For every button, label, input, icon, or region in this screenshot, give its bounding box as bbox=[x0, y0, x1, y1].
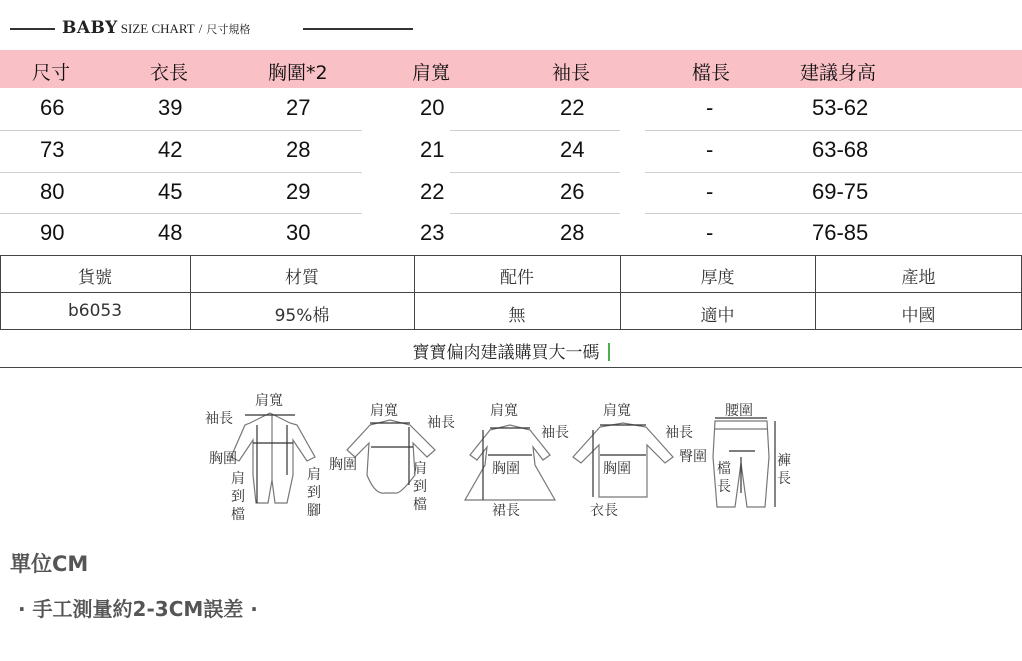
info-value-accessory: 無 bbox=[508, 306, 526, 326]
chart-header bbox=[0, 18, 420, 40]
info-value-origin: 中國 bbox=[901, 306, 936, 326]
size-cell-size: 73 bbox=[40, 137, 65, 162]
romper-shoulder-label: 肩寬 bbox=[255, 393, 283, 409]
info-header-sku: 貨號 bbox=[78, 268, 112, 288]
romper-chest-label: 胸圍 bbox=[209, 451, 237, 467]
size-cell-size: 90 bbox=[40, 220, 65, 245]
size-cell-height: 53-62 bbox=[812, 95, 869, 120]
size-advice-text: 寶寶偏肉建議購買大一碼 bbox=[412, 343, 600, 363]
col-header-shoulder: 肩寬 bbox=[412, 62, 451, 84]
top-sleeve-label: 袖長 bbox=[665, 425, 693, 441]
table-row-divider bbox=[645, 172, 1022, 173]
romper-label: 到 bbox=[307, 485, 321, 501]
size-cell-crotch: - bbox=[706, 95, 714, 120]
col-header-length: 衣長 bbox=[150, 62, 189, 84]
pants-label: 長 bbox=[717, 479, 731, 495]
size-cell-sleeve: 22 bbox=[560, 95, 585, 120]
size-cell-chest: 29 bbox=[286, 179, 311, 204]
top-illustration bbox=[573, 423, 673, 497]
title-separator: / bbox=[198, 21, 203, 36]
top-shoulder-label: 肩寬 bbox=[603, 403, 631, 419]
garment-illustrations bbox=[195, 385, 805, 530]
size-cell-shoulder: 20 bbox=[420, 95, 445, 120]
romper-label: 肩 bbox=[231, 471, 245, 487]
size-advice-row bbox=[0, 330, 1022, 368]
size-cell-sleeve: 28 bbox=[560, 220, 585, 245]
text-cursor bbox=[608, 343, 610, 361]
info-header-origin: 產地 bbox=[901, 268, 936, 288]
bodysuit-label: 檔 bbox=[413, 497, 427, 513]
romper-label: 肩 bbox=[307, 467, 321, 483]
top-length-label: 衣長 bbox=[590, 503, 618, 519]
info-value-material: 95%棉 bbox=[274, 306, 330, 326]
size-cell-size: 80 bbox=[40, 179, 65, 204]
info-value-sku: b6053 bbox=[67, 301, 123, 321]
size-cell-sleeve: 24 bbox=[560, 137, 585, 162]
col-header-height: 建議身高 bbox=[800, 62, 877, 84]
bodysuit-chest-label: 胸圍 bbox=[329, 457, 357, 473]
table-row-divider bbox=[450, 130, 620, 131]
bodysuit-label: 到 bbox=[413, 479, 427, 495]
table-row-divider bbox=[645, 213, 1022, 214]
size-cell-height: 69-75 bbox=[812, 179, 869, 204]
header-rule-left bbox=[10, 28, 55, 30]
size-cell-chest: 28 bbox=[286, 137, 311, 162]
size-cell-shoulder: 23 bbox=[420, 220, 445, 245]
header-rule-right bbox=[303, 28, 413, 30]
dress-length-label: 裙長 bbox=[492, 503, 520, 519]
size-cell-length: 42 bbox=[158, 137, 183, 162]
size-cell-crotch: - bbox=[706, 220, 714, 245]
measurement-diagrams bbox=[195, 385, 805, 530]
bodysuit-shoulder-label: 肩寬 bbox=[370, 403, 398, 419]
pants-waist-label: 腰圍 bbox=[725, 403, 753, 419]
size-cell-shoulder: 22 bbox=[420, 179, 445, 204]
unit-label: 單位CM bbox=[10, 552, 89, 576]
col-header-size: 尺寸 bbox=[32, 62, 71, 84]
romper-label: 到 bbox=[231, 489, 245, 505]
size-cell-sleeve: 26 bbox=[560, 179, 585, 204]
subtitle-label: SIZE CHART bbox=[120, 21, 195, 36]
info-header-material: 材質 bbox=[285, 268, 319, 288]
size-cell-chest: 30 bbox=[286, 220, 311, 245]
size-cell-length: 45 bbox=[158, 179, 183, 204]
pants-label: 褲 bbox=[777, 453, 791, 469]
chart-title bbox=[62, 18, 250, 38]
dress-shoulder-label: 肩寬 bbox=[490, 403, 518, 419]
subtitle-zh-label: 尺寸規格 bbox=[206, 23, 251, 36]
size-cell-shoulder: 21 bbox=[420, 137, 445, 162]
table-row-divider bbox=[450, 172, 620, 173]
table-row-divider bbox=[0, 172, 362, 173]
table-row-divider bbox=[0, 130, 362, 131]
pants-hip-label: 臀圍 bbox=[679, 449, 707, 465]
col-header-crotch: 檔長 bbox=[692, 62, 731, 84]
table-row-divider bbox=[0, 213, 362, 214]
info-header-thickness: 厚度 bbox=[700, 268, 735, 288]
size-cell-size: 66 bbox=[40, 95, 65, 120]
brand-label: BABY bbox=[62, 18, 118, 38]
romper-label: 檔 bbox=[231, 507, 245, 523]
bodysuit-label: 肩 bbox=[413, 461, 427, 477]
size-cell-length: 48 bbox=[158, 220, 183, 245]
dress-sleeve-label: 袖長 bbox=[541, 425, 569, 441]
col-header-chest: 胸圍*2 bbox=[268, 62, 328, 84]
info-row-divider bbox=[0, 292, 1022, 293]
size-cell-height: 63-68 bbox=[812, 137, 869, 162]
size-cell-crotch: - bbox=[706, 137, 714, 162]
size-cell-height: 76-85 bbox=[812, 220, 869, 245]
top-chest-label: 胸圍 bbox=[603, 461, 631, 477]
pants-label: 長 bbox=[777, 471, 791, 487]
table-row-divider bbox=[450, 213, 620, 214]
bodysuit-sleeve-label: 袖長 bbox=[427, 415, 455, 431]
size-advice bbox=[0, 338, 1022, 363]
size-cell-chest: 27 bbox=[286, 95, 311, 120]
info-value-thickness: 適中 bbox=[700, 306, 735, 326]
table-row-divider bbox=[645, 130, 1022, 131]
col-header-sleeve: 袖長 bbox=[552, 62, 591, 84]
size-cell-length: 39 bbox=[158, 95, 183, 120]
pants-label: 檔 bbox=[717, 461, 731, 477]
romper-sleeve-label: 袖長 bbox=[205, 411, 233, 427]
info-header-accessory: 配件 bbox=[500, 268, 534, 288]
dress-chest-label: 胸圍 bbox=[492, 461, 520, 477]
measurement-note: · 手工測量約2-3CM誤差 · bbox=[18, 597, 258, 621]
romper-label: 腳 bbox=[307, 503, 321, 519]
size-cell-crotch: - bbox=[706, 179, 714, 204]
